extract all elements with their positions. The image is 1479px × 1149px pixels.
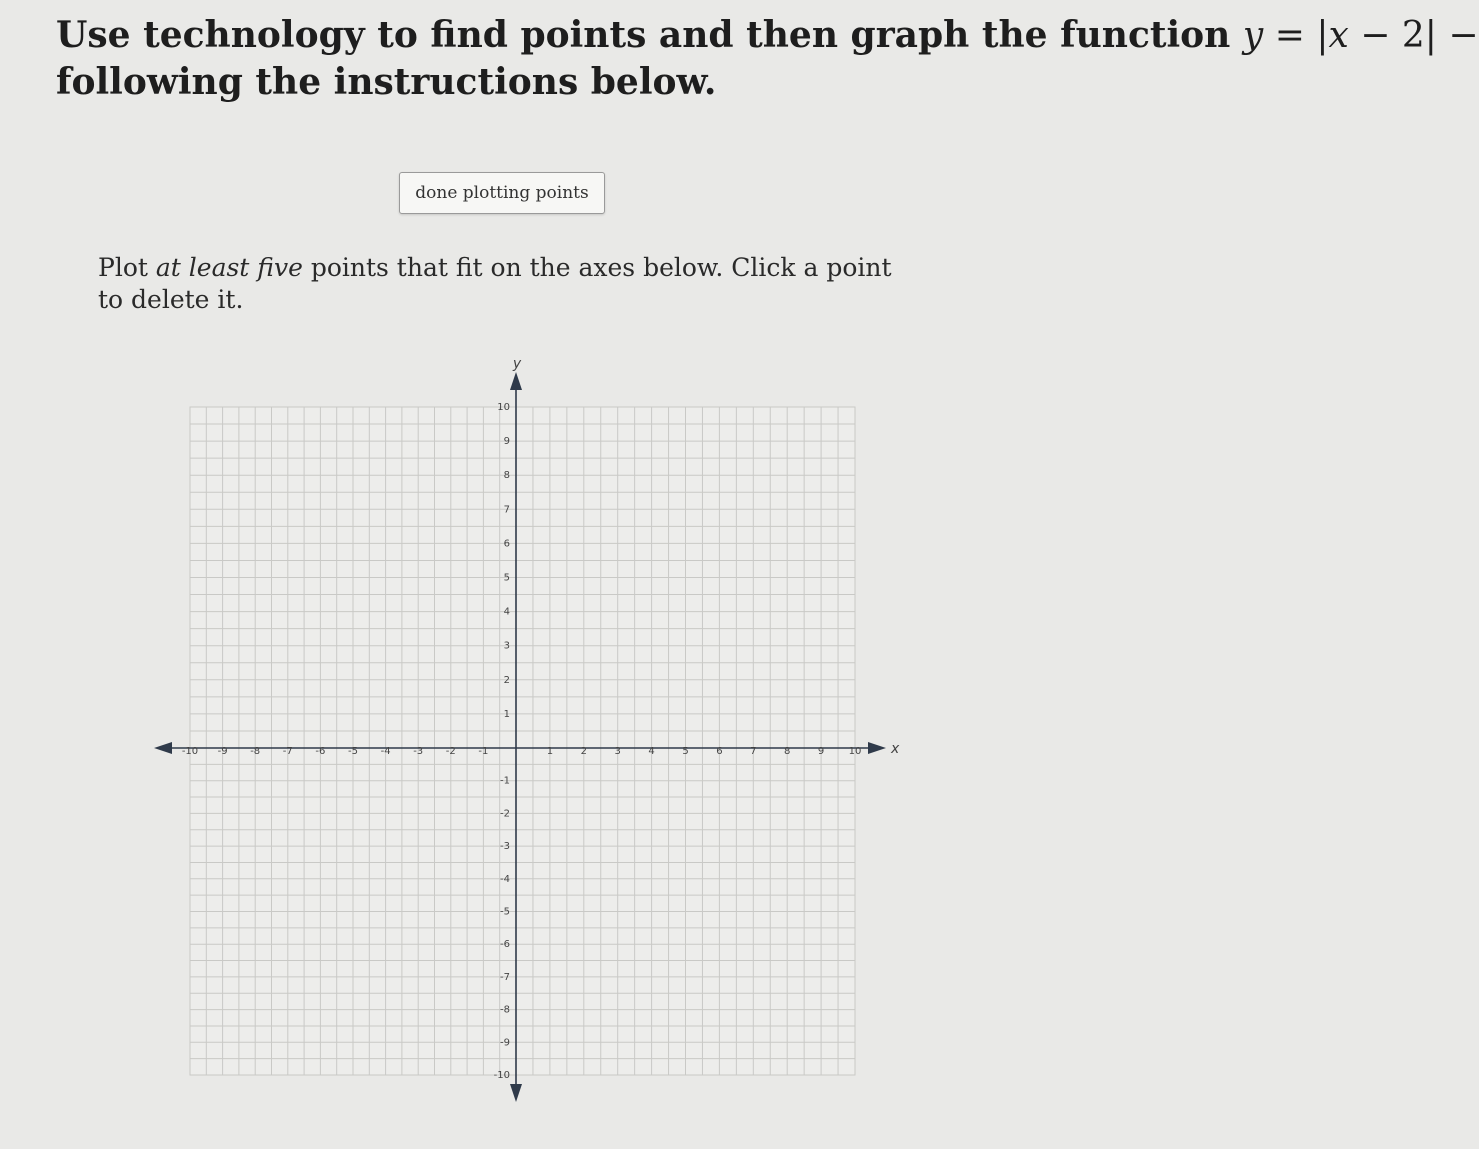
y-tick-label: 7 [503, 504, 510, 516]
instructions-emphasis: at least five [155, 253, 303, 282]
coordinate-plane[interactable] [150, 350, 910, 1114]
x-tick-label: 9 [817, 746, 825, 757]
x-tick-label: 6 [716, 746, 723, 757]
done-plotting-points-button[interactable]: done plotting points [399, 172, 605, 214]
x-tick-label: 5 [682, 746, 689, 757]
formula-minus: − [1360, 15, 1391, 56]
x-tick-label: 10 [848, 746, 862, 757]
y-tick-label: 4 [503, 606, 510, 618]
y-tick-label: -3 [500, 841, 510, 853]
y-tick-label: -9 [500, 1037, 510, 1049]
y-tick-label: -5 [500, 906, 510, 918]
y-axis-down-arrow-icon [510, 1084, 522, 1102]
x-tick-label: -7 [282, 746, 293, 757]
x-axis-left-arrow-icon [154, 742, 172, 754]
x-axis-label: x [891, 741, 900, 757]
y-axis-label: y [512, 356, 522, 372]
question-prompt [56, 12, 1479, 105]
y-tick-label: 3 [503, 640, 510, 652]
y-tick-label: -10 [493, 1070, 510, 1081]
formula-abs-open: | [1316, 15, 1329, 56]
y-tick-label: -6 [500, 939, 510, 951]
x-tick-label: -5 [348, 746, 358, 757]
y-tick-label: 5 [503, 572, 510, 584]
x-tick-label: -1 [478, 746, 489, 757]
plot-instructions [98, 252, 918, 316]
formula-equals: = [1274, 15, 1305, 56]
y-tick-label: 10 [497, 402, 510, 413]
x-tick-label: -6 [315, 746, 326, 757]
formula-trailing-minus: − [1448, 15, 1479, 56]
formula-y: y [1242, 15, 1264, 56]
x-tick-label: 7 [750, 746, 757, 757]
x-tick-label: 4 [648, 746, 655, 757]
x-tick-label: -4 [380, 746, 391, 757]
y-tick-label: 9 [503, 436, 510, 448]
x-tick-label: -10 [181, 746, 199, 757]
x-tick-label: -9 [217, 746, 228, 757]
x-tick-label: 3 [614, 746, 621, 757]
graph-svg[interactable] [150, 350, 910, 1110]
y-tick-label: -1 [500, 775, 510, 787]
function-formula [1243, 15, 1479, 56]
x-tick-label: -3 [413, 746, 424, 757]
formula-x: x [1328, 15, 1349, 56]
y-tick-label: -8 [500, 1004, 510, 1016]
question-text: Use technology to find points and then graph the function [56, 14, 1231, 56]
formula-abs-close: | [1424, 15, 1437, 56]
question-line-1 [56, 12, 1479, 59]
x-axis-right-arrow-icon [868, 742, 886, 754]
y-axis-up-arrow-icon [510, 372, 522, 390]
question-line-2: following the instructions below. [56, 61, 717, 103]
y-tick-label: -2 [500, 808, 510, 820]
y-tick-label: 2 [503, 674, 510, 686]
y-tick-label: 8 [503, 470, 510, 482]
instructions-part-2: points that fit on the axes below. Click a point to delete it. [98, 253, 892, 314]
x-tick-label: -2 [445, 746, 456, 757]
y-tick-label: -7 [500, 971, 510, 983]
y-tick-label: -4 [500, 873, 510, 885]
x-tick-label: -8 [250, 746, 261, 757]
y-tick-label: 6 [503, 538, 510, 550]
y-tick-label: 1 [503, 708, 510, 720]
plot-area[interactable] [190, 407, 855, 1075]
x-tick-label: 8 [784, 746, 791, 757]
instructions-part-1: Plot [98, 253, 156, 282]
x-tick-label: 2 [580, 746, 587, 757]
formula-two: 2 [1401, 15, 1425, 56]
x-tick-label: 1 [546, 746, 554, 757]
